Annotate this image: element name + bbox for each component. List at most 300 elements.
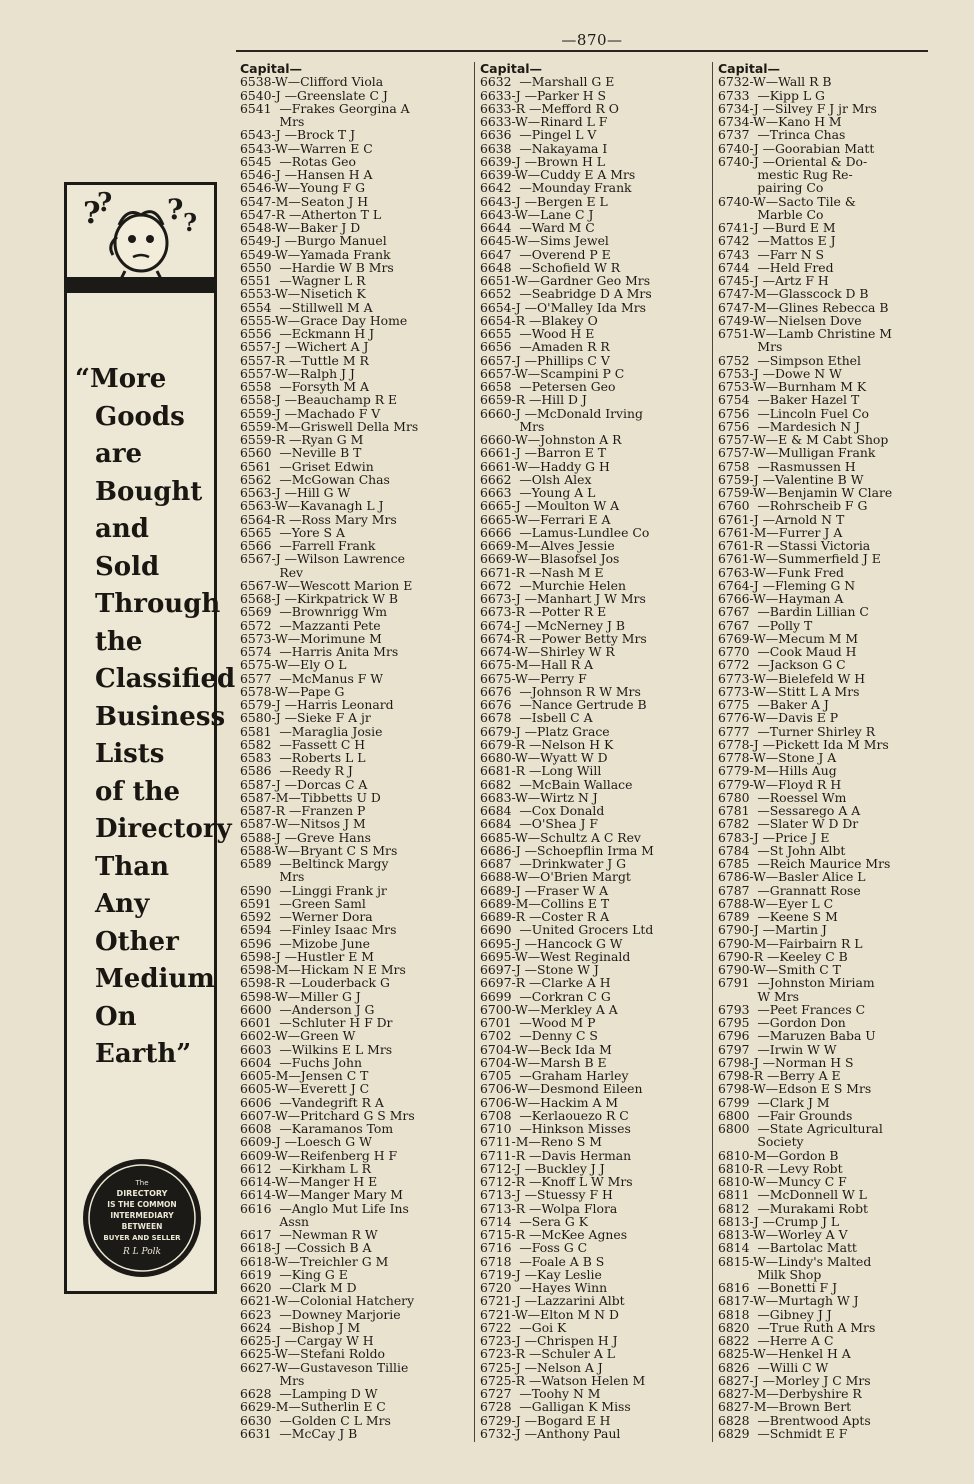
directory-entry: 6790-J —Martin J — [718, 922, 827, 938]
directory-entry: 6662 —Olsh Alex — [480, 471, 592, 487]
directory-entry: 6541 —Frakes Georgina A — [240, 100, 410, 116]
directory-column-1 — [240, 62, 472, 1440]
directory-entry: 6587-R —Franzen P — [240, 803, 366, 818]
slogan-line: Medium — [95, 964, 215, 994]
directory-entry: 6660-J —McDonald Irving — [480, 405, 643, 421]
directory-entry: 6734-J —Silvey F J jr Mrs — [718, 100, 877, 116]
directory-entry: 6690 —United Grocers Ltd — [480, 922, 654, 938]
directory-entry: 6741-J —Burd E M — [718, 220, 836, 235]
directory-entry: 6725-R —Watson Helen M — [480, 1372, 646, 1388]
badge-line: INTERMEDIARY — [110, 1211, 174, 1220]
directory-badge — [81, 1157, 203, 1279]
directory-entry: 6826 —Willi C W — [718, 1359, 829, 1375]
slogan-line: On — [95, 1001, 137, 1032]
directory-entry: 6639-J —Brown H L — [480, 153, 606, 169]
directory-entry: 6793 —Peet Frances C — [718, 1001, 866, 1017]
directory-entry: 6600 —Anderson J G — [240, 1001, 375, 1017]
directory-entry: 6628 —Lamping D W — [240, 1386, 378, 1401]
directory-entry: 6701 —Wood M P — [480, 1015, 596, 1030]
column-separator — [712, 62, 713, 1442]
directory-entry: 6797 —Irwin W W — [718, 1041, 837, 1057]
directory-entry: 6718 —Foale A B S — [480, 1253, 605, 1269]
directory-entry: 6813-J —Crump J L — [718, 1213, 840, 1229]
directory-entry: 6760 —Rohrscheib F G — [718, 498, 868, 514]
directory-entry: 6617 —Newman R W — [240, 1227, 378, 1242]
badge-line: IS THE COMMON — [107, 1200, 177, 1209]
directory-entry: 6756 —Mardesich N J — [718, 418, 860, 434]
directory-entry: 6815-W—Lindy's Malted — [718, 1253, 872, 1269]
directory-entry: 6562 —McGowan Chas — [240, 471, 390, 487]
directory-entry: 6633-R —Mefford R O — [480, 100, 619, 116]
directory-entry: 6751-W—Lamb Christine M — [718, 326, 892, 341]
directory-entry: Assn — [240, 1213, 310, 1229]
directory-entry: 6779-M—Hills Aug — [718, 763, 837, 779]
directory-entry: 6574 —Harris Anita Mrs — [240, 644, 399, 659]
directory-entry: 6740-W—Sacto Tile & — [718, 193, 856, 209]
directory-entry: 6609-W—Reifenberg H F — [240, 1147, 398, 1163]
directory-entry: 6682 —McBain Wallace — [480, 776, 633, 792]
directory-entry: 6756 —Lincoln Fuel Co — [718, 405, 870, 421]
directory-entry: 6723-R —Schuler A L — [480, 1346, 616, 1362]
directory-entry: 6619 —King G E — [240, 1266, 348, 1282]
directory-entry: 6568-J —Kirkpatrick W B — [240, 591, 399, 606]
directory-entry: 6581 —Maraglia Josie — [240, 723, 383, 739]
directory-entry: 6587-J —Dorcas C A — [240, 776, 368, 792]
directory-entry: 6759-W—Benjamin W Clare — [718, 485, 893, 500]
directory-entry: W Mrs — [718, 988, 800, 1004]
directory-entry: 6588-W—Bryant C S Mrs — [240, 842, 398, 858]
directory-entry: 6810-W—Muncy C F — [718, 1174, 847, 1189]
slogan-line: Lists — [95, 739, 165, 769]
directory-entry: 6586 —Reedy R J — [240, 763, 353, 779]
directory-entry: 6661-J —Barron E T — [480, 445, 606, 461]
directory-entry: 6704-W—Marsh B E — [480, 1054, 607, 1070]
directory-entry: 6766-W—Hayman A — [718, 591, 844, 606]
directory-entry: 6556 —Eckmann H J — [240, 326, 375, 341]
slogan-line: Earth” — [95, 1039, 192, 1069]
directory-entry: 6655 —Wood H E — [480, 326, 595, 341]
directory-entry: 6554 —Stillwell M A — [240, 299, 373, 315]
directory-entry: 6676 —Johnson R W Mrs — [480, 683, 641, 699]
slogan-line: Business — [95, 701, 226, 732]
directory-entry: 6733 —Kipp L G — [718, 87, 825, 103]
directory-entry: 6732-J —Anthony Paul — [480, 1425, 621, 1441]
directory-column-3 — [718, 62, 932, 1440]
directory-entry: 6778-W—Stone J A — [718, 750, 837, 765]
directory-entry: 6591 —Green Saml — [240, 895, 366, 911]
directory-entry: 6753-W—Burnham M K — [718, 379, 867, 394]
directory-entry: 6543-J —Brock T J — [240, 127, 356, 143]
directory-entry: 6727 —Toohy N M — [480, 1386, 601, 1401]
directory-entry: 6689-J —Fraser W A — [480, 882, 609, 898]
directory-entry: 6798-W—Edson E S Mrs — [718, 1081, 872, 1097]
directory-entry: 6780 —Roessel Wm — [718, 789, 847, 805]
directory-entry: 6550 —Hardie W B Mrs — [240, 259, 394, 275]
directory-entry: 6642 —Mounday Frank — [480, 180, 632, 196]
directory-entry: 6742 —Mattos E J — [718, 233, 836, 249]
directory-entry: 6618-W—Treichler G M — [240, 1253, 389, 1269]
directory-entry: 6790-W—Smith C T — [718, 962, 841, 977]
directory-entry: 6545 —Rotas Geo — [240, 153, 356, 169]
directory-entry: 6811 —McDonnell W L — [718, 1187, 867, 1203]
directory-entry: 6700-W—Merkley A A — [480, 1001, 618, 1017]
directory-entry: 6791 —Johnston Miriam — [718, 975, 875, 991]
directory-entry: Mrs — [718, 339, 783, 355]
directory-entry: 6711-R —Davis Herman — [480, 1147, 632, 1163]
directory-entry: 6572 —Mazzanti Pete — [240, 617, 381, 633]
directory-entry: 6567-J —Wilson Lawrence — [240, 551, 405, 567]
slogan-line: of the — [95, 776, 181, 807]
directory-entry: 6598-R —Louderback G — [240, 975, 390, 991]
directory-entry: 6632 —Marshall G E — [480, 74, 615, 90]
directory-entry: 6687 —Drinkwater J G — [480, 856, 627, 871]
directory-entry: 6790-M—Fairbairn R L — [718, 935, 863, 951]
directory-entry: 6666 —Lamus-Lundlee Co — [480, 524, 650, 540]
directory-entry: 6559-R —Ryan G M — [240, 432, 364, 447]
directory-entry: 6816 —Bonetti F J — [718, 1280, 838, 1295]
directory-entry: 6633-W—Rinard L F — [480, 114, 608, 129]
directory-entry: 6665-W—Ferrari E A — [480, 511, 611, 527]
directory-entry: 6592 —Werner Dora — [240, 909, 373, 924]
directory-entry: 6674-R —Power Betty Mrs — [480, 630, 647, 646]
directory-entry: 6719-J —Kay Leslie — [480, 1266, 602, 1282]
directory-entry: Mrs — [240, 114, 305, 129]
directory-entry: 6566 —Farrell Frank — [240, 538, 376, 553]
directory-entry: 6773-W—Stitt L A Mrs — [718, 683, 860, 699]
directory-entry: 6695-W—West Reginald — [480, 948, 631, 964]
directory-entry: 6753-J —Dowe N W — [718, 365, 842, 381]
directory-entry: 6786-W—Basler Alice L — [718, 869, 866, 885]
directory-entry: 6678 —Isbell C A — [480, 710, 593, 726]
directory-entry: 6606 —Vandegrift R A — [240, 1094, 384, 1110]
slogan-line: Other — [95, 926, 179, 957]
directory-entry: 6773-W—Bielefeld W H — [718, 670, 866, 686]
directory-entry: 6594 —Finley Isaac Mrs — [240, 922, 397, 938]
directory-entry: 6540-J —Greenslate C J — [240, 87, 388, 103]
directory-entry: 6697-R —Clarke A H — [480, 975, 611, 991]
directory-entry: 6702 —Denny C S — [480, 1028, 598, 1044]
directory-entry: 6675-M—Hall R A — [480, 657, 594, 673]
directory-entry: 6561 —Griset Edwin — [240, 458, 374, 474]
directory-entry: 6614-W—Manger Mary M — [240, 1187, 403, 1203]
page-number: —870— — [561, 31, 623, 49]
directory-entry: 6740-J —Goorabian Matt — [718, 140, 875, 156]
directory-entry: 6775 —Baker A J — [718, 697, 829, 712]
directory-entry: 6784 —St John Albt — [718, 842, 846, 858]
directory-entry: Milk Shop — [718, 1266, 822, 1282]
directory-entry: 6782 —Slater W D Dr — [718, 816, 859, 832]
directory-entry: 6697-J —Stone W J — [480, 962, 599, 977]
directory-entry: 6578-W—Pape G — [240, 683, 345, 699]
slogan-line: the — [95, 626, 143, 657]
slogan-line: Any — [95, 889, 150, 919]
directory-entry: 6567-W—Wescott Marion E — [240, 577, 413, 593]
slogan-line: Through — [95, 589, 221, 619]
directory-entry: 6639-W—Cuddy E A Mrs — [480, 167, 636, 182]
directory-entry: 6789 —Keene S M — [718, 909, 838, 924]
directory-entry: 6829 —Schmidt E F — [718, 1425, 848, 1441]
directory-entry: 6645-W—Sims Jewel — [480, 233, 609, 249]
directory-entry: 6656 —Amaden R R — [480, 339, 610, 355]
directory-entry: 6712-J —Buckley J J — [480, 1160, 605, 1176]
directory-entry: 6553-W—Nisetich K — [240, 286, 366, 302]
directory-entry: 6558 —Forsyth M A — [240, 379, 369, 394]
column-separator — [474, 62, 475, 1442]
directory-entry: 6546-J —Hansen H A — [240, 167, 373, 182]
directory-entry: 6761-J —Arnold N T — [718, 511, 845, 527]
directory-entry: 6688-W—O'Brien Margt — [480, 869, 631, 885]
directory-entry: 6722 —Goi K — [480, 1319, 567, 1335]
directory-entry: 6658 —Petersen Geo — [480, 379, 616, 394]
slogan-line: Bought — [95, 476, 203, 507]
badge-line: BETWEEN — [121, 1222, 163, 1231]
slogan-line: Goods — [95, 401, 185, 432]
directory-entry: 6779-W—Floyd R H — [718, 776, 842, 792]
directory-entry: 6673-J —Manhart J W Mrs — [480, 591, 646, 606]
directory-entry: 6827-J —Morley J C Mrs — [718, 1372, 871, 1388]
directory-entry: 6723-J —Chrispen H J — [480, 1333, 618, 1348]
directory-entry: 6683-W—Wirtz N J — [480, 789, 598, 805]
directory-entry: 6605-W—Everett J C — [240, 1081, 370, 1097]
directory-entry: 6795 —Gordon Don — [718, 1015, 846, 1030]
directory-entry: 6555-W—Grace Day Home — [240, 312, 408, 328]
directory-entry: 6684 —O'Shea J F — [480, 816, 598, 832]
directory-entry: 6605-M—Jensen C T — [240, 1068, 369, 1083]
directory-entry: 6684 —Cox Donald — [480, 803, 605, 818]
directory-entry: 6588-J —Greve Hans — [240, 829, 371, 845]
svg-text:?: ? — [167, 193, 184, 226]
directory-entry: 6776-W—Davis E P — [718, 710, 839, 726]
svg-text:?: ? — [83, 196, 101, 231]
directory-entry: 6625-W—Stefani Roldo — [240, 1346, 385, 1362]
directory-entry: 6798-R —Berry A E — [718, 1068, 841, 1083]
directory-entry: 6625-J —Cargay W H — [240, 1333, 374, 1348]
directory-entry: 6598-J —Hustler E M — [240, 948, 374, 964]
directory-entry: 6767 —Polly T — [718, 617, 813, 633]
directory-entry: 6573-W—Morimune M — [240, 630, 382, 646]
directory-entry: 6818 —Gibney J J — [718, 1306, 832, 1322]
directory-entry: 6827-M—Brown Bert — [718, 1399, 852, 1415]
directory-entry: 6699 —Corkran C G — [480, 988, 611, 1004]
directory-entry: 6744 —Held Fred — [718, 259, 834, 275]
directory-entry: 6675-W—Perry F — [480, 670, 587, 686]
directory-entry: 6763-W—Funk Fred — [718, 564, 844, 580]
directory-entry: Marble Co — [718, 206, 824, 222]
puzzled-man-icon — [67, 185, 214, 293]
directory-entry: 6810-M—Gordon B — [718, 1147, 839, 1163]
directory-entry: 6654-R —Blakey O — [480, 312, 598, 328]
svg-text:?: ? — [97, 188, 113, 218]
directory-entry: 6609-J —Loesch G W — [240, 1134, 372, 1150]
directory-entry: 6601 —Schluter H F Dr — [240, 1015, 393, 1030]
directory-entry: 6777 —Turner Shirley R — [718, 723, 876, 739]
directory-entry: 6757-W—Mulligan Frank — [718, 445, 876, 461]
directory-entry: 6715-R —McKee Agnes — [480, 1227, 628, 1242]
directory-entry: 6629-M—Sutherlin E C — [240, 1399, 386, 1415]
directory-entry: 6822 —Herre A C — [718, 1333, 834, 1348]
directory-entry: 6817-W—Murtagh W J — [718, 1293, 859, 1309]
directory-entry: 6796 —Maruzen Baba U — [718, 1028, 876, 1044]
header-rule — [236, 50, 928, 52]
directory-entry: 6604 —Fuchs John — [240, 1054, 362, 1070]
directory-entry: 6582 —Fassett C H — [240, 736, 366, 752]
directory-entry: 6721-W—Elton M N D — [480, 1306, 619, 1322]
directory-entry: 6810-R —Levy Robt — [718, 1160, 843, 1176]
directory-entry: mestic Rug Re- — [718, 167, 853, 182]
directory-entry: 6620 —Clark M D — [240, 1280, 357, 1295]
directory-entry: 6547-R —Atherton T L — [240, 206, 382, 222]
directory-entry: 6607-W—Pritchard G S Mrs — [240, 1107, 415, 1123]
directory-entry: 6663 —Young A L — [480, 485, 596, 500]
directory-entry: 6671-R —Nash M E — [480, 564, 604, 580]
directory-entry: 6549-W—Yamada Frank — [240, 246, 391, 262]
directory-entry: 6660-W—Johnston A R — [480, 432, 622, 447]
directory-entry: 6812 —Murakami Robt — [718, 1200, 869, 1216]
directory-entry: 6790-R —Keeley C B — [718, 948, 848, 964]
directory-entry: 6589 —Beltinck Margy — [240, 856, 389, 871]
directory-entry: Mrs — [240, 869, 305, 885]
directory-entry: 6785 —Reich Maurice Mrs — [718, 856, 891, 871]
directory-entry: 6598-M—Hickam N E Mrs — [240, 962, 406, 977]
directory-entry: 6713-R —Wolpa Flora — [480, 1200, 618, 1216]
directory-entry: 6747-M—Glasscock D B — [718, 286, 869, 302]
directory-entry: 6563-J —Hill G W — [240, 485, 351, 500]
directory-entry: 6598-W—Miller G J — [240, 988, 361, 1004]
directory-entry: 6590 —Linggi Frank jr — [240, 882, 387, 898]
slogan-line: Sold — [95, 551, 160, 582]
slogan-line: “More — [75, 364, 167, 394]
directory-entry: 6564-R —Ross Mary Mrs — [240, 511, 397, 527]
svg-text:?: ? — [183, 208, 198, 237]
directory-entry: 6761-R —Stassi Victoria — [718, 538, 871, 553]
directory-entry: 6689-M—Collins E T — [480, 895, 610, 911]
directory-entry: 6728 —Galligan K Miss — [480, 1399, 631, 1415]
directory-entry: 6758 —Rasmussen H — [718, 458, 856, 474]
directory-entry: 6659-R —Hill D J — [480, 392, 587, 408]
directory-entry: 6657-J —Phillips C V — [480, 352, 610, 368]
directory-entry: 6602-W—Green W — [240, 1028, 356, 1044]
directory-entry: 6548-W—Baker J D — [240, 220, 361, 235]
directory-entry: 6579-J —Harris Leonard — [240, 697, 394, 712]
directory-entry: 6708 —Kerlaouezo R C — [480, 1107, 629, 1123]
column-header: Capital— — [718, 61, 781, 76]
directory-entry: 6559-J —Machado F V — [240, 405, 381, 421]
directory-entry: 6661-W—Haddy G H — [480, 458, 610, 474]
directory-entry: Mrs — [480, 418, 545, 434]
directory-entry: 6799 —Clark J M — [718, 1094, 830, 1110]
directory-entry: 6652 —Seabridge D A Mrs — [480, 286, 652, 302]
directory-entry: 6587-W—Nitsos J M — [240, 816, 366, 832]
directory-entry: 6654-J —O'Malley Ida Mrs — [480, 299, 646, 315]
directory-entry: 6681-R —Long Will — [480, 763, 602, 779]
directory-entry: 6725-J —Nelson A J — [480, 1359, 603, 1375]
directory-entry: 6549-J —Burgo Manuel — [240, 233, 387, 249]
directory-entry: 6752 —Simpson Ethel — [718, 352, 861, 368]
directory-entry: 6583 —Roberts L L — [240, 750, 366, 765]
directory-entry: 6721-J —Lazzarini Albt — [480, 1293, 625, 1309]
directory-entry: 6787 —Grannatt Rose — [718, 882, 861, 898]
directory-entry: 6706-W—Desmond Eileen — [480, 1081, 643, 1097]
directory-entry: 6710 —Hinkson Misses — [480, 1121, 631, 1136]
directory-entry: 6759-J —Valentine B W — [718, 471, 864, 487]
directory-entry: 6734-W—Kano H M — [718, 114, 842, 129]
directory-column-2 — [480, 62, 710, 1440]
directory-entry: 6558-J —Beauchamp R E — [240, 392, 398, 408]
directory-entry: Society — [718, 1134, 804, 1150]
directory-entry: 6781 —Sessarego A A — [718, 803, 861, 818]
directory-entry: 6672 —Murchie Helen — [480, 577, 626, 593]
directory-entry: 6749-W—Nielsen Dove — [718, 312, 862, 328]
directory-entry: 6603 —Wilkins E L Mrs — [240, 1041, 393, 1057]
slogan-line: Classified — [95, 664, 236, 694]
directory-entry: 6569 —Brownrigg Wm — [240, 604, 388, 620]
directory-entry: 6643-W—Lane C J — [480, 206, 594, 222]
directory-entry: 6676 —Nance Gertrude B — [480, 697, 647, 712]
slogan-line: Than — [95, 851, 170, 882]
directory-entry: 6580-J —Sieke F A jr — [240, 710, 371, 726]
directory-entry: 6636 —Pingel L V — [480, 127, 597, 143]
directory-entry: 6828 —Brentwood Apts — [718, 1412, 871, 1428]
directory-entry: 6575-W—Ely O L — [240, 657, 347, 673]
directory-entry: 6631 —McCay J B — [240, 1425, 358, 1441]
directory-entry: 6788-W—Eyer L C — [718, 895, 834, 911]
directory-entry: 6800 —State Agricultural — [718, 1121, 883, 1136]
directory-entry: 6560 —Neville B T — [240, 445, 362, 461]
directory-entry: 6712-R —Knoff L W Mrs — [480, 1174, 633, 1189]
directory-entry: 6563-W—Kavanagh L J — [240, 498, 384, 514]
directory-entry: 6713-J —Stuessy F H — [480, 1187, 613, 1203]
directory-entry: 6565 —Yore S A — [240, 524, 345, 540]
directory-entry: 6714 —Sera G K — [480, 1213, 588, 1229]
directory-entry: 6623 —Downey Marjorie — [240, 1306, 401, 1322]
directory-entry: 6557-R —Tuttle M R — [240, 352, 369, 368]
directory-entry: 6616 —Anglo Mut Life Ins — [240, 1200, 409, 1216]
badge-line: DIRECTORY — [116, 1189, 168, 1198]
directory-advertisement — [64, 182, 236, 1294]
directory-entry: 6665-J —Moulton W A — [480, 498, 620, 514]
directory-entry: 6706-W—Hackim A M — [480, 1094, 619, 1110]
ad-slogan — [73, 361, 236, 1074]
directory-entry: 6705 —Graham Harley — [480, 1068, 629, 1083]
directory-entry: 6674-W—Shirley W R — [480, 644, 615, 659]
directory-entry: 6737 —Trinca Chas — [718, 127, 846, 143]
directory-entry: 6651-W—Gardner Geo Mrs — [480, 273, 651, 288]
directory-entry: 6772 —Jackson G C — [718, 657, 846, 673]
directory-entry: 6648 —Schofield W R — [480, 259, 621, 275]
directory-entry: 6783-J —Price J E — [718, 829, 830, 845]
directory-entry: 6827-M—Derbyshire R — [718, 1386, 862, 1401]
directory-entry: 6551 —Wagner L R — [240, 273, 366, 288]
directory-entry: 6732-W—Wall R B — [718, 74, 832, 90]
directory-entry: 6761-M—Furrer J A — [718, 524, 843, 540]
directory-entry: 6608 —Karamanos Tom — [240, 1121, 394, 1136]
column-header: Capital— — [240, 61, 303, 76]
directory-entry: 6695-J —Hancock G W — [480, 935, 623, 951]
directory-entry: 6704-W—Beck Ida M — [480, 1041, 612, 1057]
directory-entry: 6716 —Foss G C — [480, 1240, 588, 1256]
directory-entry: 6546-W—Young F G — [240, 180, 365, 196]
directory-entry: 6720 —Hayes Winn — [480, 1280, 608, 1295]
directory-entry: 6627-W—Gustaveson Tillie — [240, 1359, 409, 1375]
directory-entry: 6800 —Fair Grounds — [718, 1107, 853, 1123]
directory-entry: 6557-W—Ralph J J — [240, 365, 355, 381]
directory-entry: 6538-W—Clifford Viola — [240, 74, 384, 90]
directory-entry: 6624 —Bishop J M — [240, 1319, 361, 1335]
badge-line: The — [135, 1179, 149, 1187]
directory-entry: 6769-W—Mecum M M — [718, 630, 859, 646]
directory-entry: 6577 —McManus F W — [240, 670, 384, 686]
column-header: Capital— — [480, 61, 543, 76]
